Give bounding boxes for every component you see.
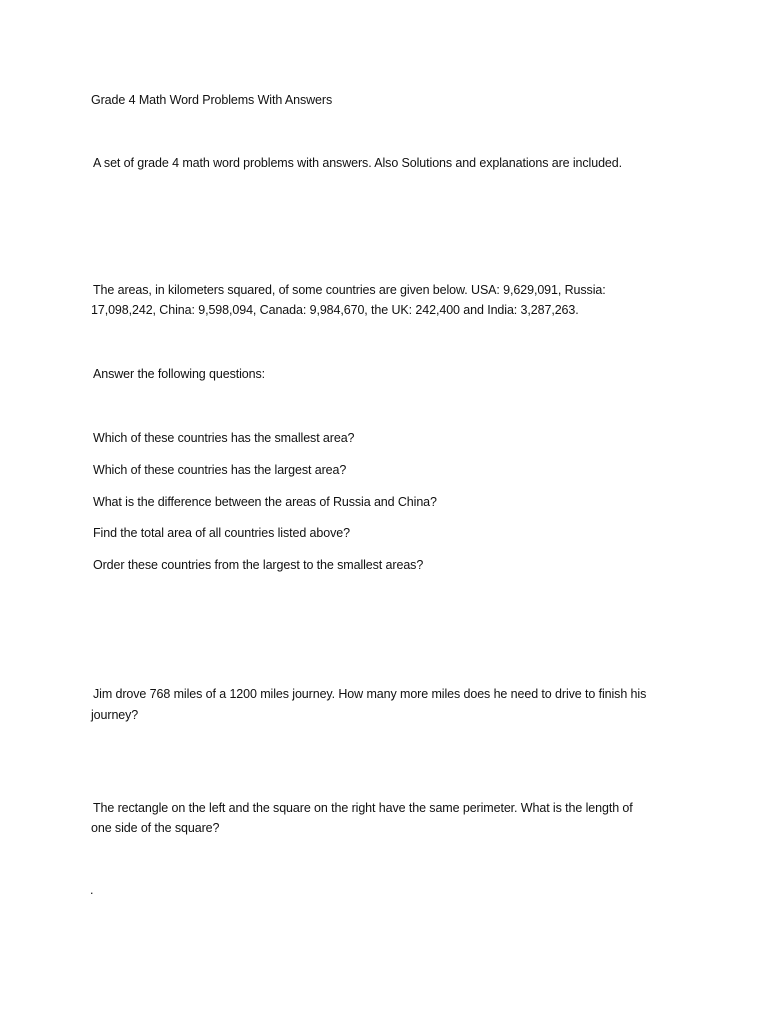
question-item: Which of these countries has the largest area?: [93, 463, 347, 477]
question-item: Find the total area of all countries listed above?: [93, 526, 350, 540]
question-item: What is the difference between the areas of Russia and China?: [93, 495, 437, 509]
intro-paragraph: A set of grade 4 math word problems with answers. Also Solutions and explanations are included.: [93, 156, 623, 170]
problem3-text-line1: The rectangle on the left and the square on the right have the same perimeter. What is the length of: [93, 801, 633, 815]
problem1-text-line1: The areas, in kilometers squared, of some countries are given below. USA: 9,629,091, Russia:: [93, 283, 606, 297]
problem3-text-line2: one side of the square?: [91, 821, 220, 835]
question-item: Which of these countries has the smallest area?: [93, 431, 355, 445]
trailing-period: .: [90, 883, 94, 897]
document-title: Grade 4 Math Word Problems With Answers: [91, 93, 333, 107]
problem1-text-line2: 17,098,242, China: 9,598,094, Canada: 9,984,670, the UK: 242,400 and India: 3,287,263.: [91, 303, 579, 317]
question-item: Order these countries from the largest to the smallest areas?: [93, 558, 424, 572]
problem2-text-line1: Jim drove 768 miles of a 1200 miles journey. How many more miles does he need to drive to finish his: [93, 687, 647, 701]
problem2-text-line2: journey?: [91, 708, 139, 722]
problem1-instruction: Answer the following questions:: [93, 367, 265, 381]
